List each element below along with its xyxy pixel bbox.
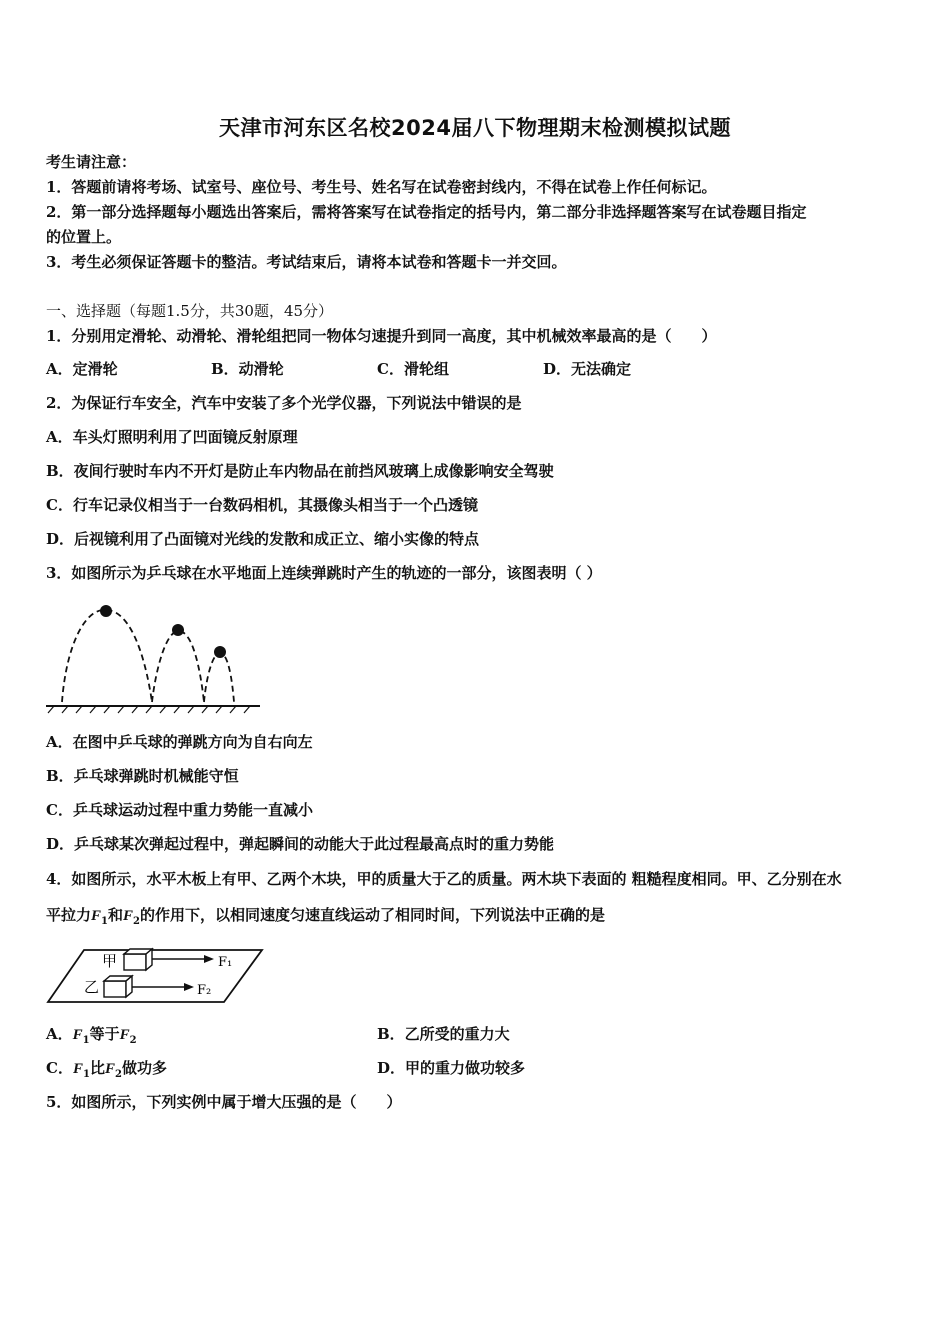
q2-option-c: C．行车记录仪相当于一台数码相机，其摄像头相当于一个凸透镜 — [46, 496, 478, 514]
q3-option-c: C．乒乓球运动过程中重力势能一直减小 — [46, 801, 313, 819]
q3-option-d: D．乒乓球某次弹起过程中，弹起瞬间的动能大于此过程最高点时的重力势能 — [46, 835, 555, 853]
label-f1: F₁ — [218, 955, 233, 970]
notice-item-2-cont: 的位置上。 — [46, 228, 122, 246]
q2-stem: 2．为保证行车安全，汽车中安装了多个光学仪器，下列说法中错误的是 — [46, 394, 522, 412]
q1-option-b: B．动滑轮 — [211, 360, 284, 378]
blocks-on-board-figure — [44, 944, 269, 1008]
q3-stem: 3．如图所示为乒乓球在水平地面上连续弹跳时产生的轨迹的一部分，该图表明（ ） — [46, 564, 602, 582]
bouncing-ball-figure — [44, 598, 264, 714]
q2-option-d: D．后视镜利用了凸面镜对光线的发散和成正立、缩小实像的特点 — [46, 530, 480, 548]
q3-option-a: A．在图中乒乓球的弹跳方向为自右向左 — [46, 733, 313, 751]
q1-option-c: C．滑轮组 — [377, 360, 449, 378]
q4-stem-line1: 4．如图所示，水平木板上有甲、乙两个木块，甲的质量大于乙的质量。两木块下表面的 粗糙程度相同。甲、乙分别在水 — [46, 870, 842, 888]
q4-option-a: A．$F_1$等于$F_2$ — [46, 1025, 137, 1046]
q1-stem: 1．分别用定滑轮、动滑轮、滑轮组把同一物体匀速提升到同一高度，其中机械效率最高的是（ ） — [46, 327, 717, 345]
notice-item-1: 1．答题前请将考场、试室号、座位号、考生号、姓名写在试卷密封线内，不得在试卷上作任何标记。 — [46, 178, 717, 196]
label-jia: 甲 — [102, 952, 118, 970]
notice-item-3: 3．考生必须保证答题卡的整洁。考试结束后，请将本试卷和答题卡一并交回。 — [46, 253, 567, 271]
section-heading: 一、选择题（每题1.5分，共30题，45分） — [46, 302, 334, 320]
notice-item-2: 2．第一部分选择题每小题选出答案后，需将答案写在试卷指定的括号内，第二部分非选择题答案写在试卷题目指定 — [46, 203, 807, 221]
q1-option-d: D．无法确定 — [543, 360, 632, 378]
notice-heading: 考生请注意： — [46, 153, 137, 171]
q5-stem: 5．如图所示，下列实例中属于增大压强的是（ ） — [46, 1093, 402, 1111]
q2-option-a: A．车头灯照明利用了凹面镜反射原理 — [46, 428, 298, 446]
q4-option-d: D．甲的重力做功较多 — [377, 1059, 526, 1077]
label-yi: 乙 — [84, 978, 100, 996]
q2-option-b: B．夜间行驶时车内不开灯是防止车内物品在前挡风玻璃上成像影响安全驾驶 — [46, 462, 554, 480]
q4-option-c: C．$F_1$比$F_2$做功多 — [46, 1059, 167, 1080]
q3-option-b: B．乒乓球弹跳时机械能守恒 — [46, 767, 239, 785]
label-f2: F₂ — [197, 983, 212, 998]
q1-option-a: A．定滑轮 — [46, 360, 118, 378]
q4-option-b: B．乙所受的重力大 — [377, 1025, 510, 1043]
q4-stem-line2: 平拉力$F_1$和$F_2$的作用下，以相同速度匀速直线运动了相同时间，下列说法中正确的是 — [46, 906, 606, 927]
exam-title: 天津市河东区名校2024届八下物理期末检测模拟试题 — [219, 116, 731, 140]
